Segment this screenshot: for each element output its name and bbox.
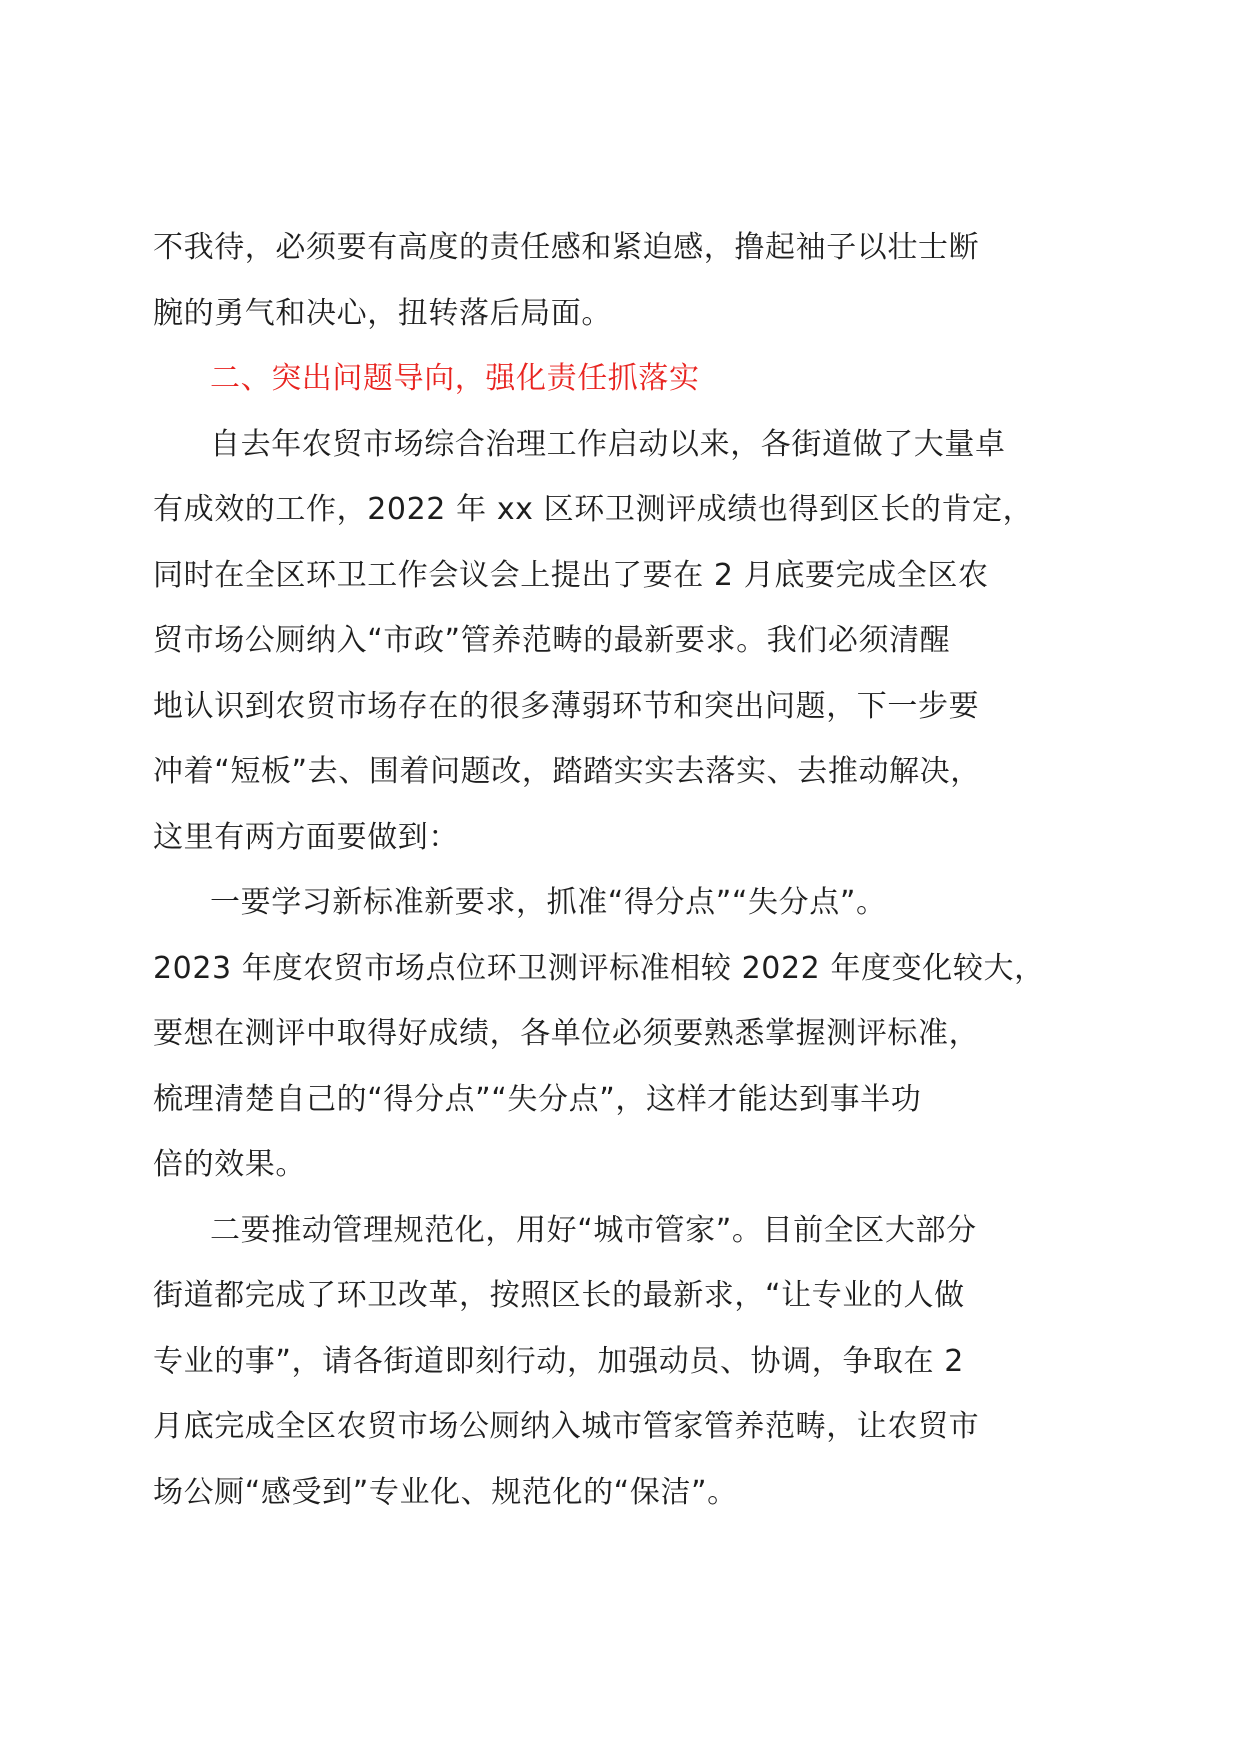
text-line: 有成效的工作，2022 年 xx 区环卫测评成绩也得到区长的肯定， <box>153 492 1034 527</box>
section-heading-text: 二、突出问题导向，强化责任抓落实 <box>210 361 700 396</box>
text-line: 一要学习新标准新要求，抓准“得分点”“失分点”。 <box>210 885 887 920</box>
text-line: 月底完成全区农贸市场公厕纳入城市管家管养范畴，让农贸市 <box>153 1409 980 1444</box>
paragraph-3 <box>153 1198 1113 1526</box>
paragraph-continuation <box>153 215 1113 346</box>
text-line: 贸市场公厕纳入“市政”管养范畴的最新要求。我们必须清醒 <box>153 623 951 658</box>
document-body <box>153 215 1113 1525</box>
text-line: 自去年农贸市场综合治理工作启动以来，各街道做了大量卓 <box>210 426 1006 462</box>
text-line: 梳理清楚自己的“得分点”“失分点”，这样才能达到事半功 <box>153 1081 922 1117</box>
text-line: 倍的效果。 <box>153 1147 306 1182</box>
text-line: 腕的勇气和决心，扭转落后局面。 <box>153 295 612 331</box>
text-line: 2023 年度农贸市场点位环卫测评标准相较 2022 年度变化较大， <box>153 950 1045 986</box>
text-line: 街道都完成了环卫改革，按照区长的最新求，“让专业的人做 <box>153 1278 965 1313</box>
text-line: 冲着“短板”去、围着问题改，踏踏实实去落实、去推动解决， <box>153 754 981 789</box>
text-line: 地认识到农贸市场存在的很多薄弱环节和突出问题，下一步要 <box>153 688 980 724</box>
text-line: 不我待，必须要有高度的责任感和紧迫感，撸起袖子以壮士断 <box>153 230 980 265</box>
text-line: 专业的事”，请各街道即刻行动，加强动员、协调，争取在 2 <box>153 1343 964 1379</box>
paragraph-1 <box>153 412 1113 871</box>
text-line: 二要推动管理规范化，用好“城市管家”。目前全区大部分 <box>210 1212 977 1248</box>
text-line: 要想在测评中取得好成绩，各单位必须要熟悉掌握测评标准， <box>153 1016 980 1051</box>
paragraph-2 <box>153 870 1113 1198</box>
text-line: 这里有两方面要做到： <box>153 819 459 855</box>
section-heading <box>153 346 1113 412</box>
text-line: 同时在全区环卫工作会议会上提出了要在 2 月底要完成全区农 <box>153 557 989 593</box>
text-line: 场公厕“感受到”专业化、规范化的“保洁”。 <box>153 1474 738 1510</box>
